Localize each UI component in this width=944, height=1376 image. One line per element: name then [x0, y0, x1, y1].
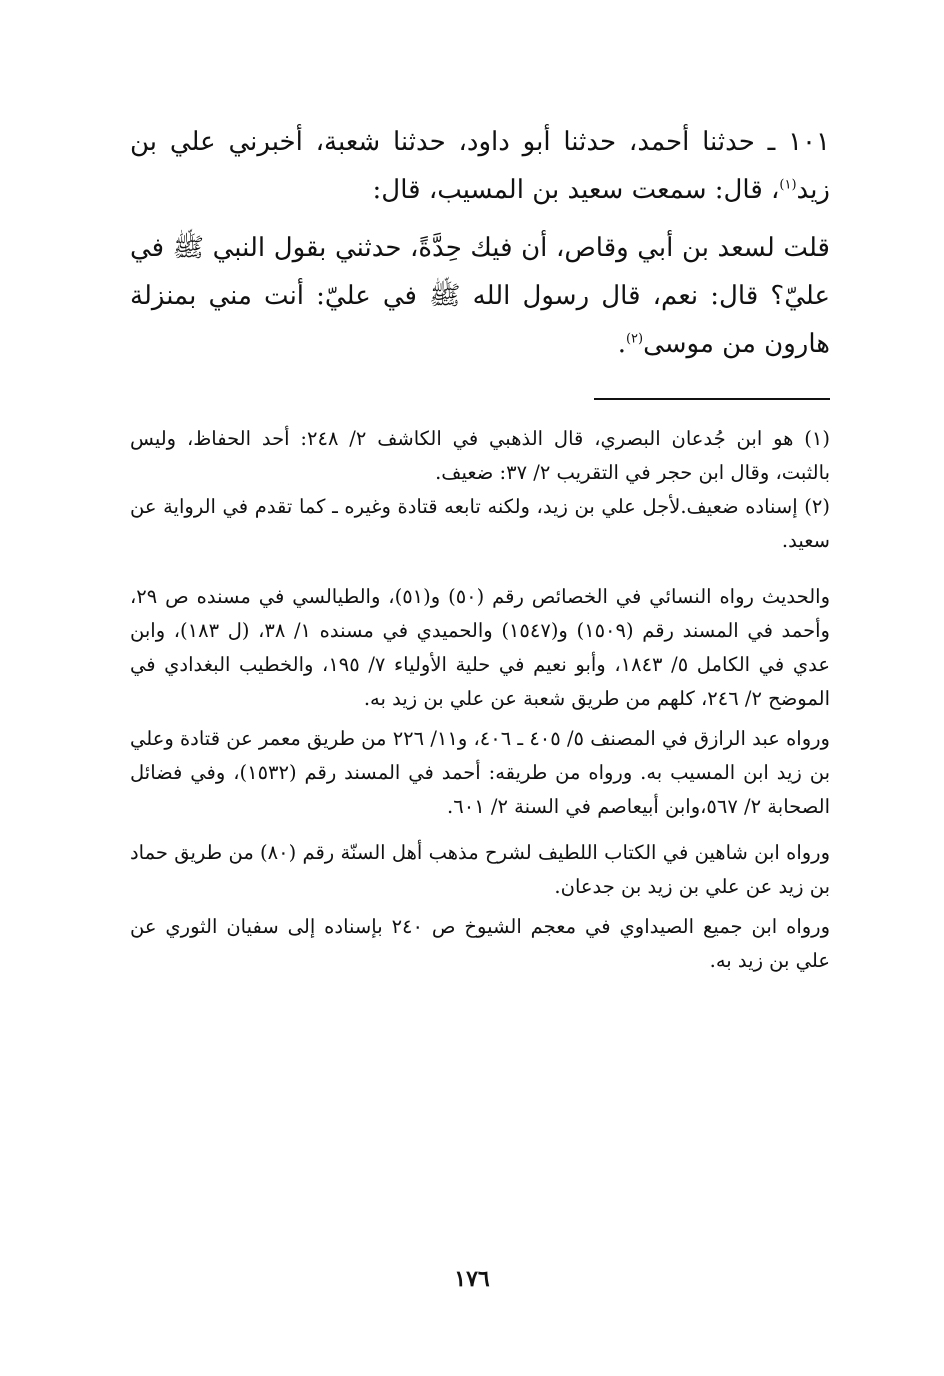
matn-text: قلت لسعد بن أبي وقاص، أن فيك حِدَّةً، حدثني بقول النبي ﷺ في عليّ؟ قال: نعم، قال رسول الله ﷺ في عليّ: أنت مني بمنزلة هارون من موسى: [130, 233, 830, 359]
takhrij-paragraph-3: ورواه ابن شاهين في الكتاب اللطيف لشرح مذهب أهل السنّة رقم (٨٠) من طريق حماد بن زيد عن علي بن زيد بن جدعان.: [130, 841, 830, 898]
page-number: ١٧٦: [454, 1266, 490, 1292]
page-content: [130, 118, 830, 984]
hadith-body: [130, 118, 830, 368]
hadith-isnad: [130, 118, 830, 214]
footnote-2: (٢) إسناده ضعيف.لأجل علي بن زيد، ولكنه تابعه قتادة وغيره ـ كما تقدم في الرواية عن سعيد.: [130, 495, 830, 552]
footnote-1: (١) هو ابن جُدعان البصري، قال الذهبي في الكاشف ٢/ ٢٤٨: أحد الحفاظ، وليس بالثبت، وقال ابن حجر في التقريب ٢/ ٣٧: ضعيف.: [130, 427, 830, 484]
takhrij-section: [130, 580, 830, 978]
matn-end: .: [617, 329, 626, 359]
footnote-ref-1: (١): [779, 177, 797, 193]
hadith-matn: [130, 224, 830, 368]
isnad-text: ١٠١ ـ حدثنا أحمد، حدثنا أبو داود، حدثنا شعبة، أخبرني علي بن زيد: [130, 127, 830, 205]
takhrij-paragraph-2: ورواه عبد الرازق في المصنف ٥/ ٤٠٥ ـ ٤٠٦، و١١/ ٢٢٦ من طريق معمر عن قتادة وعلي بن زيد ابن المسيب به. ورواه من طريقه: أحمد في المسند رقم (١٥٣٢)، وفي فضائل الصحابة ٢/ ٥٦٧،وابن أبيعاصم في السنة ٢/ ٦٠١.: [130, 727, 830, 818]
takhrij-paragraph-1: والحديث رواه النسائي في الخصائص رقم (٥٠) و(٥١)، والطيالسي في مسنده ص ٢٩، وأحمد في المسند رقم (١٥٠٩) و(١٥٤٧) والحميدي في مسنده ١/ ٣٨، (ل ١٨٣)، وابن عدي في الكامل ٥/ ١٨٤٣، وأبو نعيم في حلية الأولياء ٧/ ١٩٥، والخطيب البغدادي في الموضح ٢/ ٢٤٦، كلهم من طريق شعبة عن علي بن زيد به.: [130, 585, 830, 710]
footnotes: [130, 422, 830, 558]
footnote-divider: [594, 398, 830, 400]
isnad-tail-text: ، قال: سمعت سعيد بن المسيب، قال:: [372, 175, 780, 205]
takhrij-paragraph-4: ورواه ابن جميع الصيداوي في معجم الشيوخ ص ٢٤٠ بإسناده إلى سفيان الثوري عن علي بن زيد به.: [130, 915, 830, 972]
footnote-ref-2: (٢): [625, 331, 644, 347]
